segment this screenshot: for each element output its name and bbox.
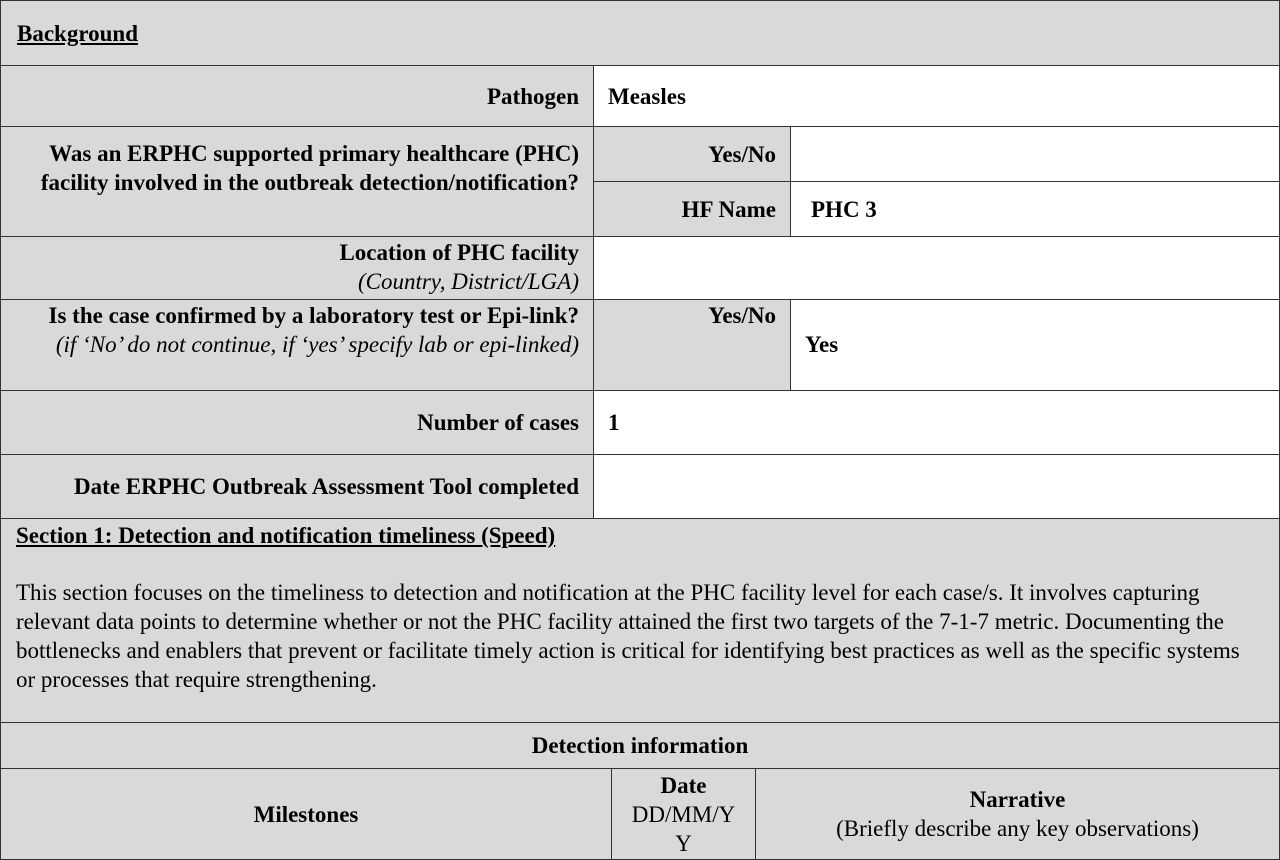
pathogen-value: Measles [608,83,686,109]
lab-question-hint: (if ‘No’ do not continue, if ‘yes’ specify lab or epi-linked) [55,332,579,357]
pathogen-value-cell[interactable] [594,66,1280,127]
milestones-label: Milestones [253,801,359,827]
detection-header-row [0,769,1280,860]
date-completed-label: Date ERPHC Outbreak Assessment Tool completed [74,474,579,499]
lab-yes-no-label-cell [594,300,791,391]
location-label-cell [0,237,594,300]
yes-no-label-cell [594,127,791,182]
hf-name-value: PHC 3 [811,196,877,222]
location-value-cell[interactable] [594,237,1280,300]
section1-cell [0,519,1280,723]
erphc-question: Was an ERPHC supported primary healthcare (PHC) facility involved in the outbreak detection/notification? [40,141,579,195]
location-hint: (Country, District/LGA) [357,269,579,294]
date-header [612,769,756,860]
date-completed-label-cell [0,455,594,519]
lab-yes-no-label: Yes/No [708,303,776,328]
milestones-header [0,769,612,860]
lab-value-cell[interactable] [791,300,1280,391]
date-completed-value-cell[interactable] [594,455,1280,519]
narrative-hint: (Briefly describe any key observations) [836,816,1199,841]
erphc-question-cell [0,127,594,237]
lab-question: Is the case confirmed by a laboratory test or Epi-link? [48,303,579,328]
background-heading-cell [0,0,1280,66]
hf-name-label: HF Name [681,196,776,222]
yes-no-value-cell[interactable] [791,127,1280,182]
lab-question-cell [0,300,594,391]
lab-value: Yes [805,332,839,357]
hf-name-label-cell [594,182,791,237]
date-format-label: DD/MM/YY [631,802,736,856]
narrative-header-label: Narrative [969,787,1066,812]
pathogen-label: Pathogen [487,83,579,109]
hf-name-value-cell[interactable] [791,182,1280,237]
narrative-header [756,769,1280,860]
pathogen-label-cell [0,66,594,127]
cases-value-cell[interactable] [594,391,1280,455]
cases-value: 1 [608,410,620,435]
yes-no-label: Yes/No [708,141,776,167]
detection-title: Detection information [531,733,749,758]
date-header-label: Date [660,773,707,798]
section1-body: This section focuses on the timeliness to detection and notification at the PHC facility level for each case/s. It involves capturing relevant data points to determine whether or not the PHC facility attained the first two targets of the 7-1-7 metric. Documenting the bottlenecks and enablers that prevent or facilitate timely action is critical for identifying best practices as well as the specific systems or processes that require strengthening. [16,580,1240,692]
background-heading: Background [17,20,139,46]
location-label: Location of PHC facility [339,240,579,265]
cases-label-cell [0,391,594,455]
cases-label: Number of cases [417,410,579,435]
detection-title-cell [0,723,1280,769]
section1-heading: Section 1: Detection and notification timeliness (Speed) [16,523,556,548]
